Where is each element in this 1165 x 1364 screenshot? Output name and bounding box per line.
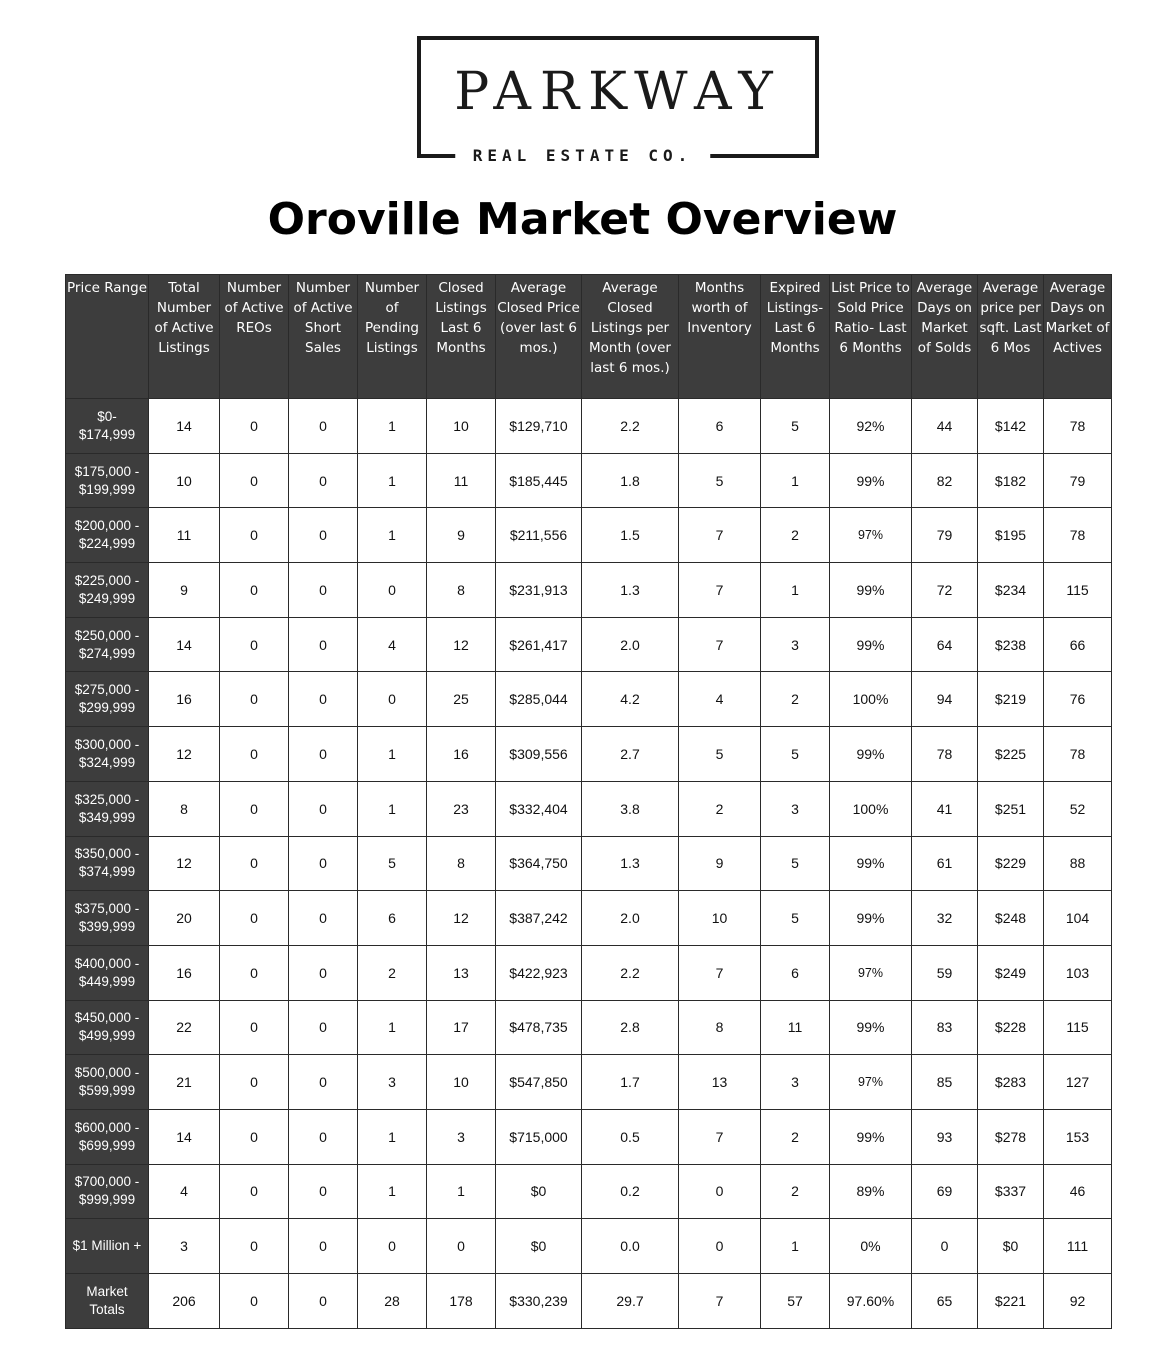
header-closed-listings: Closed Listings Last 6 Months [427, 275, 496, 399]
table-cell: 99% [830, 836, 912, 891]
table-cell: 2 [679, 781, 761, 836]
table-cell: 7 [679, 508, 761, 563]
table-cell: 104 [1044, 891, 1112, 946]
table-cell: 9 [679, 836, 761, 891]
table-cell: 0 [427, 1219, 496, 1274]
table-cell: 7 [679, 617, 761, 672]
table-cell: 99% [830, 617, 912, 672]
table-cell: $0 [978, 1219, 1044, 1274]
table-cell: $715,000 [496, 1109, 582, 1164]
table-cell: $285,044 [496, 672, 582, 727]
table-cell: 3 [149, 1219, 220, 1274]
table-cell: 2 [761, 508, 830, 563]
table-cell: 5 [679, 453, 761, 508]
table-cell: 0 [289, 1219, 358, 1274]
table-cell: 92 [1044, 1274, 1112, 1329]
table-cell: 0 [220, 836, 289, 891]
table-cell: 115 [1044, 1000, 1112, 1055]
header-price-range: Price Range [66, 275, 149, 399]
header-months-inventory: Months worth of Inventory [679, 275, 761, 399]
table-cell: 88 [1044, 836, 1112, 891]
table-cell: 57 [761, 1274, 830, 1329]
price-range-cell: $1 Million + [66, 1219, 149, 1274]
table-cell: 0 [289, 1274, 358, 1329]
table-cell: 0 [289, 781, 358, 836]
table-cell: 89% [830, 1164, 912, 1219]
table-cell: 79 [912, 508, 978, 563]
table-cell: 5 [761, 891, 830, 946]
table-cell: 8 [149, 781, 220, 836]
table-cell: 21 [149, 1055, 220, 1110]
table-cell: 28 [358, 1274, 427, 1329]
table-cell: $387,242 [496, 891, 582, 946]
price-range-cell: $350,000 - $374,999 [66, 836, 149, 891]
table-row [66, 945, 1112, 1000]
price-range-cell: $300,000 - $324,999 [66, 727, 149, 782]
table-cell: 9 [427, 508, 496, 563]
table-cell: $364,750 [496, 836, 582, 891]
table-cell: 3 [427, 1109, 496, 1164]
table-row [66, 672, 1112, 727]
table-row [66, 508, 1112, 563]
table-cell: 0 [220, 1000, 289, 1055]
table-cell: 7 [679, 1274, 761, 1329]
table-cell: 22 [149, 1000, 220, 1055]
table-cell: 99% [830, 563, 912, 618]
table-cell: 0 [220, 1109, 289, 1164]
table-cell: 1.8 [582, 453, 679, 508]
table-cell: 97% [830, 1055, 912, 1110]
table-cell: 2.7 [582, 727, 679, 782]
table-cell: 0 [289, 836, 358, 891]
table-cell: 16 [149, 945, 220, 1000]
table-cell: 12 [149, 836, 220, 891]
header-days-on-market-solds: Average Days on Market of Solds [912, 275, 978, 399]
table-cell: 0 [289, 617, 358, 672]
price-range-cell: $325,000 - $349,999 [66, 781, 149, 836]
price-range-cell: $600,000 - $699,999 [66, 1109, 149, 1164]
table-cell: 14 [149, 399, 220, 454]
table-cell: $0 [496, 1219, 582, 1274]
price-range-cell: $400,000 - $449,999 [66, 945, 149, 1000]
table-cell: 0 [679, 1164, 761, 1219]
table-cell: 99% [830, 1109, 912, 1164]
table-cell: $422,923 [496, 945, 582, 1000]
table-cell: 0 [358, 672, 427, 727]
table-cell: $330,239 [496, 1274, 582, 1329]
table-cell: 16 [149, 672, 220, 727]
table-cell: 14 [149, 1109, 220, 1164]
table-cell: $231,913 [496, 563, 582, 618]
table-cell: 0 [289, 453, 358, 508]
table-cell: 61 [912, 836, 978, 891]
table-row [66, 399, 1112, 454]
table-cell: 64 [912, 617, 978, 672]
table-cell: 100% [830, 672, 912, 727]
table-cell: 78 [1044, 508, 1112, 563]
table-cell: 97.60% [830, 1274, 912, 1329]
table-cell: $182 [978, 453, 1044, 508]
table-cell: 44 [912, 399, 978, 454]
table-cell: 0 [358, 563, 427, 618]
header-total-active-listings: Total Number of Active Listings [149, 275, 220, 399]
table-cell: 76 [1044, 672, 1112, 727]
table-cell: 79 [1044, 453, 1112, 508]
table-cell: 5 [358, 836, 427, 891]
table-cell: 20 [149, 891, 220, 946]
table-cell: 1 [761, 563, 830, 618]
table-cell: 0 [220, 617, 289, 672]
table-row [66, 453, 1112, 508]
header-pending-listings: Number of Pending Listings [358, 275, 427, 399]
table-row [66, 891, 1112, 946]
table-cell: 1 [761, 1219, 830, 1274]
table-cell: 8 [427, 836, 496, 891]
table-cell: 0 [289, 1164, 358, 1219]
table-cell: 1 [358, 1109, 427, 1164]
table-cell: 99% [830, 1000, 912, 1055]
table-cell: 99% [830, 453, 912, 508]
table-cell: 6 [761, 945, 830, 1000]
table-row [66, 1055, 1112, 1110]
table-cell: 1 [427, 1164, 496, 1219]
table-cell: 7 [679, 945, 761, 1000]
header-days-on-market-actives: Average Days on Market of Actives [1044, 275, 1112, 399]
header-expired-listings: Expired Listings- Last 6 Months [761, 275, 830, 399]
table-cell: 2 [761, 1164, 830, 1219]
table-cell: 7 [679, 1109, 761, 1164]
table-cell: 10 [149, 453, 220, 508]
table-cell: 0 [289, 1109, 358, 1164]
table-cell: 17 [427, 1000, 496, 1055]
table-cell: 10 [427, 1055, 496, 1110]
table-cell: 2.0 [582, 891, 679, 946]
table-cell: $248 [978, 891, 1044, 946]
table-cell: 78 [912, 727, 978, 782]
header-price-per-sqft: Average price per sqft. Last 6 Mos [978, 275, 1044, 399]
table-cell: $478,735 [496, 1000, 582, 1055]
table-cell: 99% [830, 727, 912, 782]
header-average-closed-per-month: Average Closed Listings per Month (over last 6 mos.) [582, 275, 679, 399]
table-cell: 5 [761, 836, 830, 891]
logo-tagline: REAL ESTATE CO. [455, 146, 711, 165]
table-cell: 12 [427, 617, 496, 672]
table-cell: 69 [912, 1164, 978, 1219]
table-cell: 3 [761, 617, 830, 672]
price-range-cell: $225,000 - $249,999 [66, 563, 149, 618]
table-cell: $0 [496, 1164, 582, 1219]
table-cell: 0 [289, 945, 358, 1000]
table-row [66, 1219, 1112, 1274]
table-cell: 2.2 [582, 399, 679, 454]
market-table [65, 274, 1112, 1329]
table-cell: 11 [427, 453, 496, 508]
table-cell: 2 [761, 1109, 830, 1164]
table-cell: 82 [912, 453, 978, 508]
table-cell: $225 [978, 727, 1044, 782]
table-cell: 29.7 [582, 1274, 679, 1329]
table-cell: 32 [912, 891, 978, 946]
price-range-cell: $250,000 - $274,999 [66, 617, 149, 672]
logo-name: PARKWAY [454, 62, 782, 122]
table-cell: 8 [679, 1000, 761, 1055]
table-cell: 5 [761, 727, 830, 782]
table-cell: 7 [679, 563, 761, 618]
table-cell: 0 [289, 1055, 358, 1110]
table-cell: $219 [978, 672, 1044, 727]
price-range-cell: $700,000 - $999,999 [66, 1164, 149, 1219]
table-cell: 0 [220, 453, 289, 508]
table-cell: 46 [1044, 1164, 1112, 1219]
price-range-cell: $375,000 - $399,999 [66, 891, 149, 946]
price-range-cell: $0- $174,999 [66, 399, 149, 454]
table-row [66, 836, 1112, 891]
table-cell: 0 [679, 1219, 761, 1274]
table-cell: 0 [289, 672, 358, 727]
table-cell: 11 [761, 1000, 830, 1055]
table-cell: 3 [761, 781, 830, 836]
table-row [66, 1000, 1112, 1055]
table-cell: 78 [1044, 727, 1112, 782]
table-cell: 23 [427, 781, 496, 836]
table-cell: 2.8 [582, 1000, 679, 1055]
table-cell: 4 [149, 1164, 220, 1219]
table-cell: $238 [978, 617, 1044, 672]
table-cell: 153 [1044, 1109, 1112, 1164]
table-cell: 115 [1044, 563, 1112, 618]
table-cell: 93 [912, 1109, 978, 1164]
table-cell: 2 [358, 945, 427, 1000]
table-cell: $221 [978, 1274, 1044, 1329]
table-cell: 1 [358, 727, 427, 782]
header-active-short-sales: Number of Active Short Sales [289, 275, 358, 399]
table-cell: 0 [220, 1164, 289, 1219]
table-row [66, 727, 1112, 782]
table-cell: 97% [830, 945, 912, 1000]
table-cell: 5 [761, 399, 830, 454]
table-cell: 0 [220, 563, 289, 618]
header-list-to-sold-ratio: List Price to Sold Price Ratio- Last 6 Months [830, 275, 912, 399]
table-cell: 2.2 [582, 945, 679, 1000]
logo [417, 36, 819, 158]
table-cell: $228 [978, 1000, 1044, 1055]
price-range-cell: $275,000 - $299,999 [66, 672, 149, 727]
table-cell: 1 [358, 1000, 427, 1055]
table-cell: 0 [358, 1219, 427, 1274]
table-cell: 25 [427, 672, 496, 727]
table-cell: 0 [289, 727, 358, 782]
table-cell: $211,556 [496, 508, 582, 563]
header-average-closed-price: Average Closed Price (over last 6 mos.) [496, 275, 582, 399]
price-range-cell: Market Totals [66, 1274, 149, 1329]
table-cell: 85 [912, 1055, 978, 1110]
header-active-reos: Number of Active REOs [220, 275, 289, 399]
table-cell: 0 [220, 1055, 289, 1110]
table-cell: 2 [761, 672, 830, 727]
table-cell: 0 [912, 1219, 978, 1274]
table-cell: 8 [427, 563, 496, 618]
table-cell: 0 [289, 563, 358, 618]
table-cell: 3.8 [582, 781, 679, 836]
table-cell: 0 [220, 672, 289, 727]
table-cell: 1 [358, 453, 427, 508]
table-cell: 12 [149, 727, 220, 782]
table-cell: 0 [220, 508, 289, 563]
table-row [66, 617, 1112, 672]
table-row [66, 1109, 1112, 1164]
price-range-cell: $200,000 - $224,999 [66, 508, 149, 563]
table-cell: 94 [912, 672, 978, 727]
table-cell: 5 [679, 727, 761, 782]
table-cell: 1.3 [582, 563, 679, 618]
table-cell: 3 [358, 1055, 427, 1110]
table-cell: 12 [427, 891, 496, 946]
table-cell: 111 [1044, 1219, 1112, 1274]
table-cell: 52 [1044, 781, 1112, 836]
table-cell: 10 [427, 399, 496, 454]
table-cell: $229 [978, 836, 1044, 891]
table-cell: 13 [679, 1055, 761, 1110]
table-cell: 4 [358, 617, 427, 672]
table-row [66, 1164, 1112, 1219]
table-cell: $234 [978, 563, 1044, 618]
table-cell: 1.7 [582, 1055, 679, 1110]
table-cell: 0 [220, 399, 289, 454]
table-cell: 1 [358, 1164, 427, 1219]
table-cell: 0 [289, 508, 358, 563]
price-range-cell: $175,000 - $199,999 [66, 453, 149, 508]
table-cell: 3 [761, 1055, 830, 1110]
totals-row [66, 1274, 1112, 1329]
table-cell: 0.0 [582, 1219, 679, 1274]
table-cell: 92% [830, 399, 912, 454]
table-cell: 16 [427, 727, 496, 782]
table-cell: 41 [912, 781, 978, 836]
table-cell: 0.2 [582, 1164, 679, 1219]
table-cell: 66 [1044, 617, 1112, 672]
table-cell: 1.5 [582, 508, 679, 563]
table-cell: 11 [149, 508, 220, 563]
table-cell: $337 [978, 1164, 1044, 1219]
table-cell: $185,445 [496, 453, 582, 508]
table-cell: $249 [978, 945, 1044, 1000]
table-cell: 6 [679, 399, 761, 454]
table-cell: 1 [761, 453, 830, 508]
page-title: Oroville Market Overview [267, 194, 898, 245]
table-cell: 6 [358, 891, 427, 946]
table-cell: 2.0 [582, 617, 679, 672]
table-cell: $251 [978, 781, 1044, 836]
table-cell: 0.5 [582, 1109, 679, 1164]
table-cell: 83 [912, 1000, 978, 1055]
table-cell: 0 [220, 891, 289, 946]
table-cell: 72 [912, 563, 978, 618]
table-cell: 0 [220, 1219, 289, 1274]
table-cell: $195 [978, 508, 1044, 563]
table-cell: 1.3 [582, 836, 679, 891]
table-cell: $283 [978, 1055, 1044, 1110]
table-cell: $547,850 [496, 1055, 582, 1110]
header-row [66, 275, 1112, 399]
table-cell: 4.2 [582, 672, 679, 727]
table-cell: 4 [679, 672, 761, 727]
table-cell: $129,710 [496, 399, 582, 454]
table-cell: 99% [830, 891, 912, 946]
table-cell: $278 [978, 1109, 1044, 1164]
table-cell: 97% [830, 508, 912, 563]
table-row [66, 781, 1112, 836]
table-cell: 127 [1044, 1055, 1112, 1110]
table-cell: 65 [912, 1274, 978, 1329]
table-cell: 103 [1044, 945, 1112, 1000]
table-cell: 9 [149, 563, 220, 618]
table-cell: 0 [289, 891, 358, 946]
table-cell: $332,404 [496, 781, 582, 836]
table-cell: $261,417 [496, 617, 582, 672]
table-cell: 0 [220, 781, 289, 836]
table-body [66, 399, 1112, 1329]
table-cell: 206 [149, 1274, 220, 1329]
table-cell: 78 [1044, 399, 1112, 454]
table-cell: $309,556 [496, 727, 582, 782]
table-cell: 0 [289, 1000, 358, 1055]
table-cell: 1 [358, 781, 427, 836]
table-cell: 13 [427, 945, 496, 1000]
table-cell: 1 [358, 399, 427, 454]
table-cell: 59 [912, 945, 978, 1000]
table-cell: 0 [220, 945, 289, 1000]
table-cell: $142 [978, 399, 1044, 454]
table-cell: 178 [427, 1274, 496, 1329]
table-cell: 10 [679, 891, 761, 946]
table-cell: 0 [220, 727, 289, 782]
table-row [66, 563, 1112, 618]
price-range-cell: $500,000 - $599,999 [66, 1055, 149, 1110]
table-cell: 0 [220, 1274, 289, 1329]
table-cell: 0 [289, 399, 358, 454]
table-cell: 1 [358, 508, 427, 563]
table-cell: 14 [149, 617, 220, 672]
price-range-cell: $450,000 - $499,999 [66, 1000, 149, 1055]
table-cell: 0% [830, 1219, 912, 1274]
table-cell: 100% [830, 781, 912, 836]
